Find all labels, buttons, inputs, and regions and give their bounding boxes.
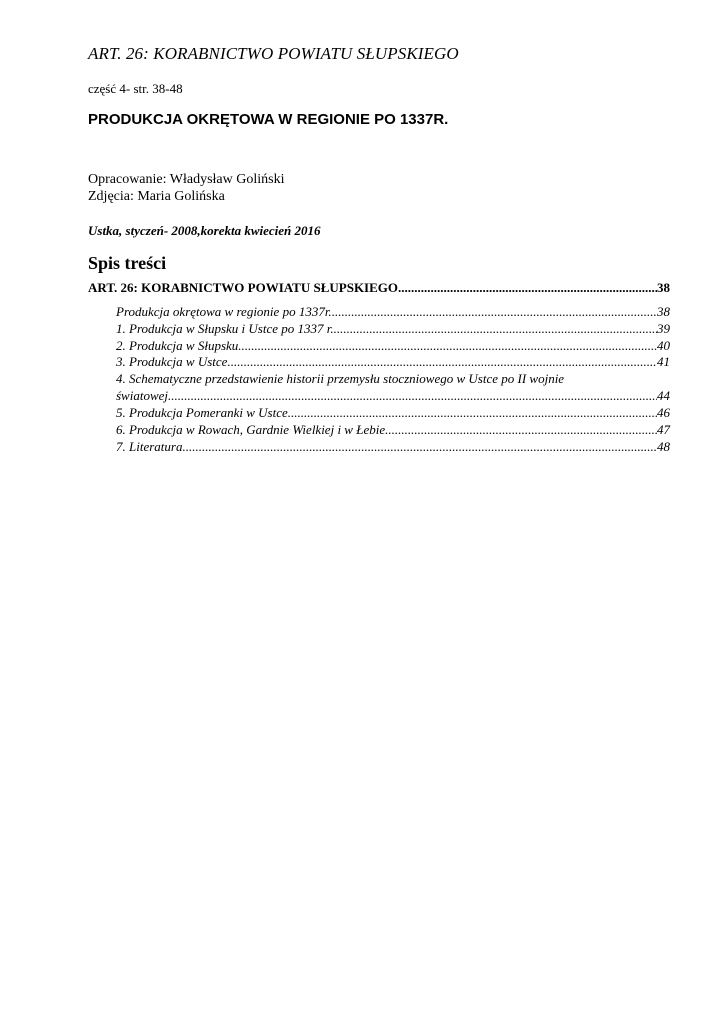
toc-entry[interactable] [116,422,670,438]
toc-entry-page: 44 [657,388,670,403]
part-pages-line: część 4- str. 38-48 [88,81,183,96]
toc-entry-page: 47 [657,422,670,437]
toc-entry[interactable] [116,388,670,404]
place-date-line: Ustka, styczeń- 2008,korekta kwiecień 2016 [88,223,321,238]
photos-credit-line: Zdjęcia: Maria Golińska [88,189,225,204]
toc-heading: Spis treści [88,253,167,273]
toc-dot-leader [385,422,657,438]
section-heading: PRODUKCJA OKRĘTOWA W REGIONIE PO 1337R. [88,111,449,128]
toc-entry[interactable] [116,439,670,455]
toc-entry-page: 46 [657,405,670,420]
toc-entry-label: 7. Literatura [116,439,183,454]
toc-dot-leader [332,304,657,320]
toc-entry[interactable] [116,405,670,421]
toc-entry-page: 41 [657,354,670,369]
toc-entry[interactable] [116,354,670,370]
toc-entry-label: 5. Produkcja Pomeranki w Ustce [116,405,288,420]
toc-entry-label-line2: światowej [116,388,169,403]
toc-entry-label-line1[interactable]: 4. Schematyczne przedstawienie historii przemysłu stoczniowego w Ustce po II wojnie [116,371,565,386]
toc-entry-label: ART. 26: KORABNICTWO POWIATU SŁUPSKIEGO [88,280,399,295]
toc-dot-leader [398,280,657,296]
toc-entry[interactable] [116,338,670,354]
toc-dot-leader [168,388,657,404]
author-line: Opracowanie: Władysław Goliński [88,172,285,187]
toc-entry-page: 38 [657,280,670,295]
toc-entry[interactable] [116,321,670,337]
toc-dot-leader [288,405,657,421]
toc-entry-label: Produkcja okrętowa w regionie po 1337r. [116,304,332,319]
toc-dot-leader [182,439,657,455]
toc-entry-page: 38 [657,304,670,319]
toc-entry-label: 6. Produkcja w Rowach, Gardnie Wielkiej i w Łebie [116,422,386,437]
toc-dot-leader [227,354,657,370]
toc-entry-label: 2. Produkcja w Słupsku [116,338,239,353]
toc-dot-leader [238,338,657,354]
toc-main-entry[interactable] [88,280,670,296]
toc-entry-label: 3. Produkcja w Ustce [116,354,228,369]
toc-dot-leader [334,321,657,337]
toc-entry-page: 39 [657,321,670,336]
document-title: ART. 26: KORABNICTWO POWIATU SŁUPSKIEGO [88,44,459,63]
toc-entry-page: 40 [657,338,670,353]
toc-entry-page: 48 [657,439,670,454]
toc-entry-label: 1. Produkcja w Słupsku i Ustce po 1337 r. [116,321,334,336]
toc-entry[interactable] [116,304,670,320]
